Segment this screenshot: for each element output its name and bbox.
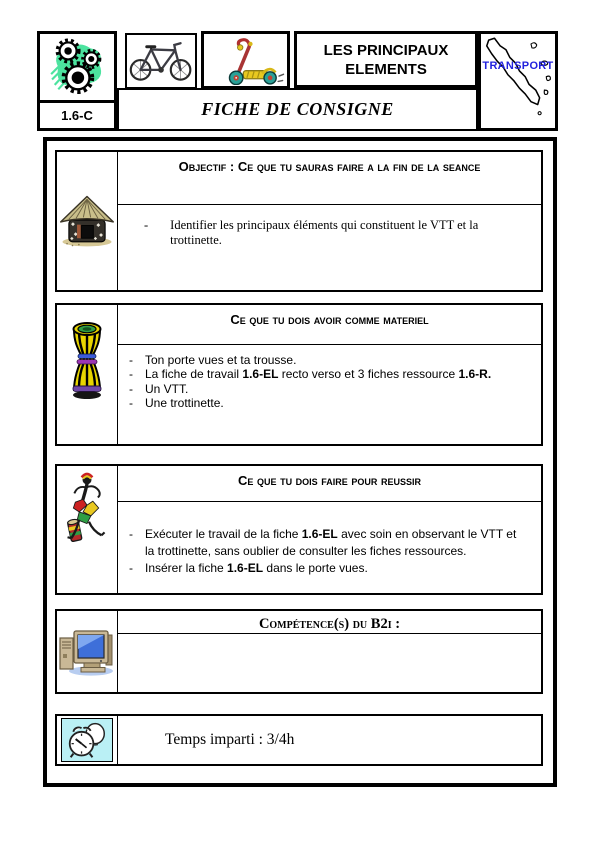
- section-materiel-title: Ce que tu dois avoir comme materiel: [118, 305, 541, 345]
- bullet-dash: -: [129, 396, 133, 411]
- dancer-icon: [66, 472, 108, 546]
- list-item: [118, 560, 541, 577]
- section-materiel: [55, 303, 543, 446]
- clock-frame: [61, 718, 113, 762]
- section-reussir-body: [118, 502, 541, 593]
- section-competence-icon-cell: [57, 611, 118, 692]
- bike-image-box: [125, 33, 197, 89]
- bullet-text: Un VTT.: [145, 381, 189, 396]
- list-item: [118, 382, 541, 396]
- bullet-text: Exécuter le travail de la fiche 1.6-EL avec soin en observant le VTT et la trottinette, sans oublier de consulter les fiches ressources.: [145, 527, 517, 558]
- section-competence-body: [118, 634, 541, 692]
- bullet-text: Une trottinette.: [145, 396, 224, 411]
- drum-icon: [69, 321, 105, 403]
- new-caledonia-map-icon: [481, 34, 555, 128]
- section-reussir-title: Ce que tu dois faire pour reussir: [118, 466, 541, 502]
- bullet-dash: -: [129, 353, 133, 367]
- bullet-dash: -: [144, 218, 149, 232]
- section-materiel-icon-cell: [57, 305, 118, 444]
- section-competence: [55, 609, 543, 694]
- transport-box: [478, 31, 558, 131]
- alarm-clock-icon: [63, 720, 111, 760]
- subtitle: FICHE DE CONSIGNE: [201, 99, 394, 119]
- list-item: [118, 218, 541, 248]
- scooter-image-box: [201, 31, 290, 89]
- bullet-dash: -: [129, 561, 133, 575]
- transport-label: TRANSPORT: [482, 60, 554, 72]
- bullet-dash: -: [129, 381, 133, 396]
- bullet-text: Identifier les principaux éléments qui constituent le VTT et la trottinette.: [170, 218, 479, 247]
- gears-icon: [40, 34, 114, 103]
- section-objectif-body: [118, 205, 541, 290]
- bullet-dash: -: [129, 367, 133, 382]
- bullet-text: Insérer la fiche 1.6-EL dans le porte vues.: [145, 561, 368, 575]
- hut-icon: [58, 194, 116, 248]
- list-item: [118, 353, 541, 367]
- scooter-icon: [206, 35, 286, 85]
- list-item: [118, 396, 541, 410]
- logo-box: [37, 31, 117, 131]
- section-materiel-body: [118, 345, 541, 444]
- section-objectif-title: Objectif : Ce que tu sauras faire a la fin de la seance: [118, 152, 541, 205]
- section-objectif-icon-cell: [57, 152, 118, 290]
- section-temps: [55, 714, 543, 766]
- section-competence-title: Compétence(s) du B2i :: [118, 611, 541, 634]
- main-title: LES PRINCIPAUX ELEMENTS: [323, 41, 449, 78]
- section-reussir: [55, 464, 543, 595]
- list-item: [118, 526, 541, 560]
- time-allotted-text: Temps imparti : 3/4h: [165, 731, 295, 748]
- subtitle-bar: [117, 88, 478, 131]
- bullet-dash: -: [129, 527, 133, 541]
- section-temps-icon-cell: [57, 716, 118, 764]
- section-objectif: [55, 150, 543, 292]
- bullet-text: Ton porte vues et ta trousse.: [145, 353, 297, 367]
- main-title-box: [294, 31, 478, 88]
- computer-icon: [58, 627, 116, 677]
- bullet-text: La fiche de travail 1.6-EL recto verso et 3 fiches ressource 1.6-R.: [145, 367, 492, 382]
- logo-code: 1.6-C: [61, 108, 93, 123]
- section-reussir-icon-cell: [57, 466, 118, 593]
- bike-icon: [129, 39, 193, 83]
- list-item: [118, 367, 541, 381]
